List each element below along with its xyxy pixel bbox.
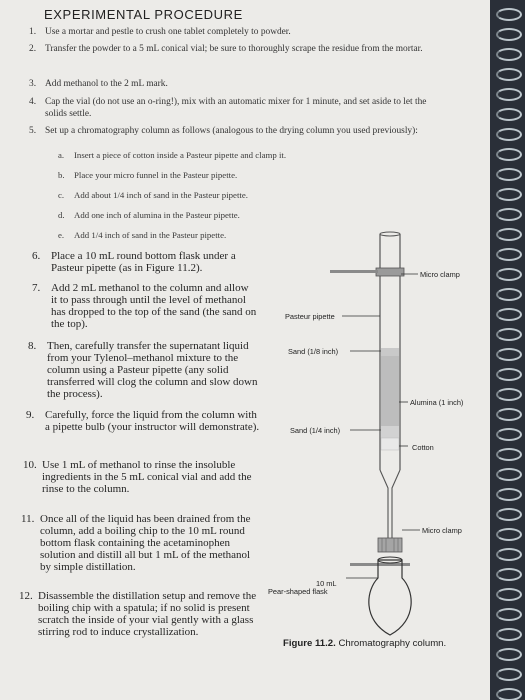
binding-coil xyxy=(496,108,522,121)
binding-coil xyxy=(496,88,522,101)
label-pasteur-pipette: Pasteur pipette xyxy=(285,312,335,321)
binding-coil xyxy=(496,368,522,381)
binding-coil xyxy=(496,648,522,661)
alumina-layer xyxy=(381,356,399,426)
substep-b: b. Place your micro funnel in the Pasteur pipette. xyxy=(58,170,238,180)
label-alumina: Alumina (1 inch) xyxy=(410,398,464,407)
step-2: 2. Transfer the powder to a 5 mL conical vial; be sure to thoroughly scrape the residue from the mortar. xyxy=(29,44,423,54)
label-sand-top: Sand (1/8 inch) xyxy=(288,347,339,356)
binding-coil xyxy=(496,428,522,441)
step-6: 6. Place a 10 mL round bottom flask under a Pasteur pipette (as in Figure 11.2). xyxy=(32,250,236,274)
binding-coil xyxy=(496,348,522,361)
substep-e: e. Add 1/4 inch of sand in the Pasteur pipette. xyxy=(58,230,227,240)
spiral-binding xyxy=(490,0,525,700)
label-flask-type: Pear-shaped flask xyxy=(268,587,328,596)
label-cotton: Cotton xyxy=(412,443,434,452)
substep-d: d. Add one inch of alumina in the Pasteur pipette. xyxy=(58,210,240,220)
binding-coil xyxy=(496,588,522,601)
binding-coil xyxy=(496,68,522,81)
step-10: 10. Use 1 mL of methanol to rinse the insoluble ingredients in the 5 mL conical vial and add the rinse to the column. xyxy=(23,459,252,495)
label-micro-clamp-bottom: Micro clamp xyxy=(422,526,462,535)
step-8: 8. Then, carefully transfer the supernatant liquid from your Tylenol–methanol mixture to the column using a Pasteur pipette (any solid transferred will clog the column and slow down the process). xyxy=(28,340,258,400)
step-1: 1. Use a mortar and pestle to crush one tablet completely to powder. xyxy=(29,27,291,37)
binding-coil xyxy=(496,208,522,221)
label-sand-bottom: Sand (1/4 inch) xyxy=(290,426,341,435)
label-micro-clamp-top: Micro clamp xyxy=(420,270,460,279)
binding-coil xyxy=(496,248,522,261)
step-7: 7. Add 2 mL methanol to the column and allow it to pass through until the level of methanol has dropped to the top of the sand (the sand on the top). xyxy=(32,282,257,330)
step-12: 12. Disassemble the distillation setup and remove the boiling chip with a spatula; if no solid is present scratch the inside of your vial gently with a glass stirring rod to induce crystallization. xyxy=(19,590,257,638)
binding-coil xyxy=(496,268,522,281)
sand-top-layer xyxy=(381,348,399,356)
section-title: EXPERIMENTAL PROCEDURE xyxy=(44,7,243,22)
pear-flask xyxy=(369,560,411,635)
binding-coil xyxy=(496,308,522,321)
binding-coil xyxy=(496,128,522,141)
binding-coil xyxy=(496,188,522,201)
binding-coil xyxy=(496,488,522,501)
figure-caption xyxy=(283,638,446,649)
binding-coil xyxy=(496,528,522,541)
pipette-rim xyxy=(380,232,400,236)
binding-coil xyxy=(496,668,522,681)
substep-c: c. Add about 1/4 inch of sand in the Pasteur pipette. xyxy=(58,190,248,200)
binding-coil xyxy=(496,468,522,481)
figure-caption-text: Chromatography column. xyxy=(338,638,447,649)
clamp-arm-bottom xyxy=(350,563,410,566)
step-11: 11. Once all of the liquid has been drained from the column, add a boiling chip to the 10 mL round bottom flask containing the acetaminophen solution and distill all but 1 mL of the methanol by simple distillation. xyxy=(21,513,251,573)
binding-coil xyxy=(496,48,522,61)
binding-coil xyxy=(496,628,522,641)
binding-coil xyxy=(496,448,522,461)
step-3: 3. Add methanol to the 2 mL mark. xyxy=(29,79,168,89)
sand-bottom-layer xyxy=(381,426,399,438)
step-5: 5. Set up a chromatography column as follows (analogous to the drying column you used previously): xyxy=(29,126,418,136)
binding-coil xyxy=(496,148,522,161)
clamp-arm-top xyxy=(330,270,378,273)
figure-number: Figure 11.2. xyxy=(283,638,336,649)
step-9: 9. Carefully, force the liquid from the column with a pipette bulb (your instructor will demonstrate). xyxy=(26,409,260,433)
binding-coil xyxy=(496,8,522,21)
micro-clamp-top xyxy=(376,268,404,276)
micro-clamp-bottom xyxy=(378,538,402,552)
substep-a: a. Insert a piece of cotton inside a Pasteur pipette and clamp it. xyxy=(58,150,287,160)
binding-coil xyxy=(496,508,522,521)
cotton-plug xyxy=(381,438,399,450)
binding-coil xyxy=(496,608,522,621)
binding-coil xyxy=(496,568,522,581)
binding-coil xyxy=(496,328,522,341)
binding-coil xyxy=(496,688,522,700)
binding-coil xyxy=(496,168,522,181)
binding-coil xyxy=(496,288,522,301)
binding-coil xyxy=(496,228,522,241)
binding-coil xyxy=(496,548,522,561)
label-flask-volume: 10 mL xyxy=(316,579,337,588)
step-4: 4. Cap the vial (do not use an o-ring!), mix with an automatic mixer for 1 minute, and set aside to let the solids settle. xyxy=(29,97,427,119)
binding-coil xyxy=(496,388,522,401)
binding-coil xyxy=(496,408,522,421)
binding-coil xyxy=(496,28,522,41)
